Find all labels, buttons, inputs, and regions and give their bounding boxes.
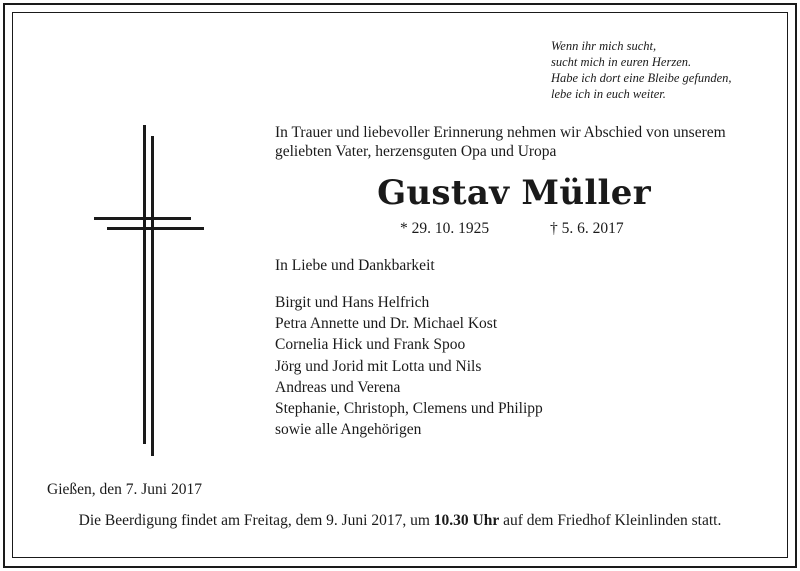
list-item: Stephanie, Christoph, Clemens und Philipp [275, 400, 543, 418]
deceased-name: Gustav Müller [377, 173, 651, 213]
death-date: † 5. 6. 2017 [550, 220, 624, 237]
funeral-time: 10.30 Uhr [433, 512, 500, 529]
funeral-text-after: auf dem Friedhof Kleinlinden statt. [499, 512, 722, 529]
funeral-text-before: Die Beerdigung findet am Freitag, dem 9. Juni 2017, um [78, 512, 434, 529]
dedication: In Liebe und Dankbarkeit [275, 257, 435, 274]
list-item: Birgit und Hans Helfrich [275, 294, 430, 311]
intro-line: geliebten Vater, herzensguten Opa und Uropa [275, 143, 557, 160]
intro-line: In Trauer und liebevoller Erinnerung nehmen wir Abschied von unserem [275, 124, 726, 141]
birth-date: * 29. 10. 1925 [400, 220, 490, 237]
intro-text [275, 123, 726, 161]
list-item: Jörg und Jorid mit Lotta und Nils [275, 357, 482, 375]
poem-line: Habe ich dort eine Bleibe gefunden, [551, 71, 732, 85]
cross-vertical-left [143, 125, 146, 444]
list-item: sowie alle Angehörigen [275, 421, 422, 439]
mourners-list [275, 292, 543, 440]
list-item: Andreas und Verena [275, 378, 401, 396]
poem [551, 38, 732, 102]
cross-vertical-right [151, 136, 154, 456]
funeral-notice [12, 511, 788, 531]
poem-line: sucht mich in euren Herzen. [551, 55, 692, 69]
poem-line: Wenn ihr mich sucht, [551, 39, 657, 53]
poem-line: lebe ich in euch weiter. [551, 87, 666, 101]
cross-horizontal-lower [107, 227, 204, 230]
place-and-date: Gießen, den 7. Juni 2017 [47, 481, 202, 498]
list-item: Petra Annette und Dr. Michael Kost [275, 315, 498, 333]
cross-horizontal-upper [94, 217, 191, 220]
list-item: Cornelia Hick und Frank Spoo [275, 336, 466, 354]
